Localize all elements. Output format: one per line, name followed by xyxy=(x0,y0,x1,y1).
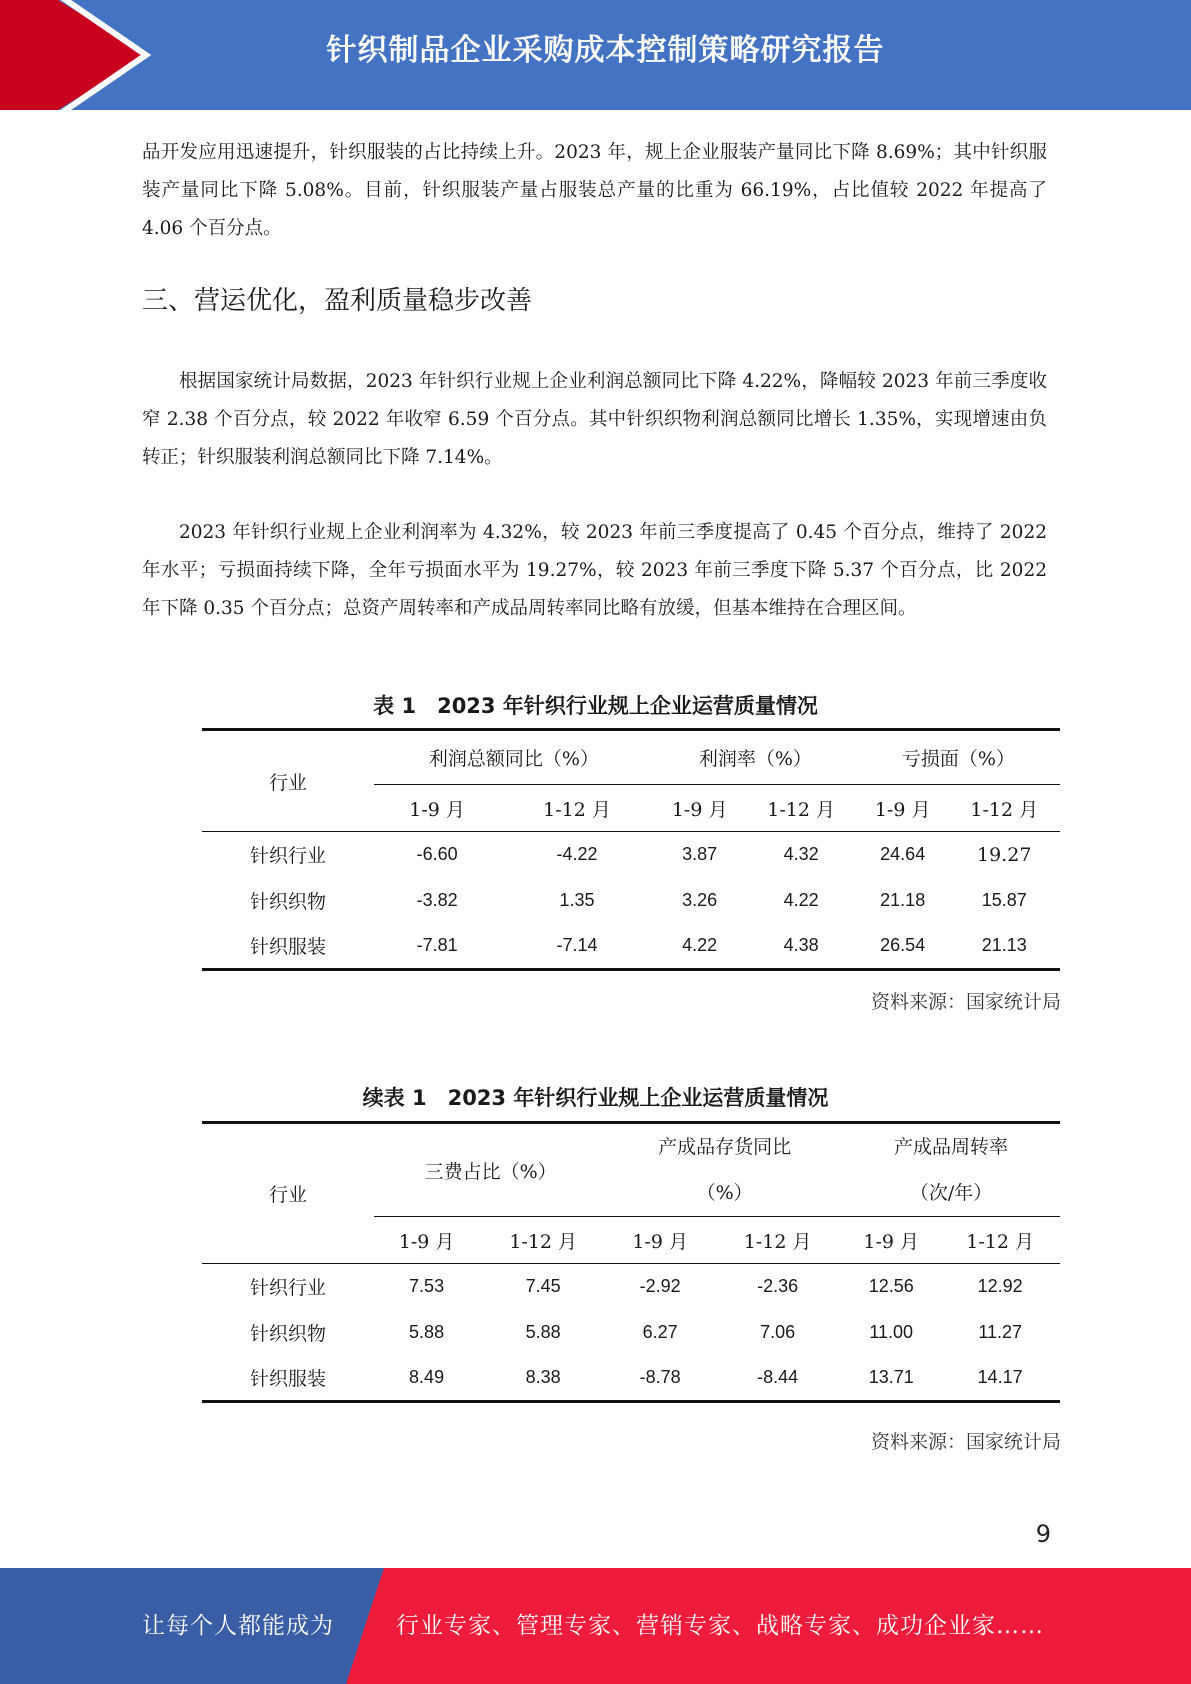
table-cell: -4.22 xyxy=(556,844,598,865)
group-header-line: （%） xyxy=(696,1182,753,1204)
table-cell: 3.87 xyxy=(682,844,718,865)
table-1-period-header: 1-12 月 xyxy=(500,785,654,832)
table-cell: 13.71 xyxy=(842,1356,940,1402)
paragraph-3: 2023 年针织行业规上企业利润率为 4.32%，较 2023 年前三季度提高了 0.45 个百分点，维持了 2022 年水平；亏损面持续下降，全年亏损面水平为 19.27%，较 2023 年前三季度下降 5.37 个百分点，比 2022 年下降 0.35 个百分点；总资产周转率和产成品周转率同比略有放缓，但基本维持在合理区间。 xyxy=(142,522,1047,619)
table-1-group-header: 利润总额同比（%） xyxy=(374,730,654,785)
table-row xyxy=(202,924,1060,970)
table-2-period-header: 1-12 月 xyxy=(713,1217,842,1264)
table-cell: 8.38 xyxy=(479,1356,607,1402)
table-1-period-header: 1-12 月 xyxy=(745,785,856,832)
page-footer xyxy=(0,1568,1191,1684)
table-cell: -8.78 xyxy=(607,1356,713,1402)
table-cell: 11.27 xyxy=(978,1322,1023,1342)
table-2-title: 续表 1 2023 年针织行业规上企业运营质量情况 xyxy=(362,1086,829,1110)
table-cell: -3.82 xyxy=(416,890,458,910)
table-cell: 1.35 xyxy=(559,890,595,910)
table-2-row-header: 行业 xyxy=(202,1123,374,1264)
row-name: 针织行业 xyxy=(249,845,326,868)
table-cell: 4.22 xyxy=(783,890,819,910)
table-1-period-header: 1-9 月 xyxy=(374,785,500,832)
footer-slogan-lead: 让每个人都能成为 xyxy=(142,1613,334,1639)
paragraph-2: 根据国家统计局数据，2023 年针织行业规上企业利润总额同比下降 4.22%，降幅较 2023 年前三季度收窄 2.38 个百分点，较 2022 年收窄 6.59 个百分点。其中针织织物利润总额同比增长 1.35%，实现增速由负转正；针织服装利润总额同比下降 7.14%。 xyxy=(142,371,1047,468)
table-1-group-header: 亏损面（%） xyxy=(857,730,1060,785)
table-row xyxy=(202,1310,1060,1356)
table-cell: 7.53 xyxy=(409,1276,445,1297)
table-cell: -6.60 xyxy=(416,844,458,865)
table-cell: 5.88 xyxy=(409,1322,445,1342)
paragraph-1-block xyxy=(142,134,1047,248)
table-cell: 6.27 xyxy=(642,1322,678,1342)
table-cell: -2.36 xyxy=(757,1276,799,1297)
table-cell: 26.54 xyxy=(857,924,949,970)
table-cell: -2.92 xyxy=(639,1276,681,1297)
table-2-period-header: 1-9 月 xyxy=(374,1217,479,1264)
table-row xyxy=(202,878,1060,924)
table-1-period-header: 1-9 月 xyxy=(857,785,949,832)
row-name: 针织服装 xyxy=(202,1356,374,1402)
table-cell: 7.45 xyxy=(525,1276,561,1297)
footer-slogan-roles: 行业专家、管理专家、营销专家、战略专家、成功企业家…… xyxy=(396,1613,1044,1639)
paragraph-1: 品开发应用迅速提升，针织服装的占比持续上升。2023 年，规上企业服装产量同比下降 8.69%；其中针织服装产量同比下降 5.08%。目前，针织服装产量占服装总产量的比重为 66.19%，占比值较 2022 年提高了 4.06 个百分点。 xyxy=(142,142,1047,239)
report-title: 针织制品企业采购成本控制策略研究报告 xyxy=(326,33,885,68)
table-cell: 4.22 xyxy=(654,924,746,970)
table-cell: 21.18 xyxy=(880,890,926,910)
table-2-group-header xyxy=(607,1123,842,1217)
section-heading: 三、营运优化，盈利质量稳步改善 xyxy=(142,286,533,316)
table-2-period-header: 1-9 月 xyxy=(607,1217,713,1264)
table-cell: 8.49 xyxy=(374,1356,479,1402)
table-2-group-header: 三费占比（%） xyxy=(374,1123,607,1217)
table-cell: -8.44 xyxy=(713,1356,842,1402)
table-cell: -7.81 xyxy=(374,924,500,970)
group-header-line: （次/年） xyxy=(909,1182,993,1204)
table-2-period-header: 1-12 月 xyxy=(479,1217,607,1264)
table-cell: 19.27 xyxy=(977,843,1032,866)
page-number: 9 xyxy=(1035,1520,1051,1548)
table-cell: 7.06 xyxy=(760,1322,796,1342)
table-row xyxy=(202,1356,1060,1402)
table-2-group-header xyxy=(842,1123,1060,1217)
table-1-row-header: 行业 xyxy=(202,730,374,832)
page-header xyxy=(0,0,1191,110)
table-row xyxy=(202,832,1060,878)
table-cell: 15.87 xyxy=(981,890,1027,910)
table-1-group-header: 利润率（%） xyxy=(654,730,857,785)
row-name: 针织行业 xyxy=(249,1277,326,1300)
table-cell: 12.56 xyxy=(868,1276,914,1297)
row-name: 针织服装 xyxy=(202,924,374,970)
table-1-period-header: 1-9 月 xyxy=(654,785,746,832)
table-cell: 4.38 xyxy=(745,924,856,970)
table-cell: 12.92 xyxy=(977,1276,1023,1297)
group-header-line: 产成品周转率 xyxy=(894,1136,1009,1158)
table-cell: -7.14 xyxy=(500,924,654,970)
group-header-line: 产成品存货同比 xyxy=(658,1136,792,1158)
paragraph-3-block xyxy=(142,514,1047,628)
table-cell: 11.00 xyxy=(869,1322,914,1342)
table-cell: 21.13 xyxy=(948,924,1060,970)
table-cell: 3.26 xyxy=(682,890,718,910)
table-2 xyxy=(202,1121,1060,1403)
table-cell: 5.88 xyxy=(525,1322,561,1342)
paragraph-2-block xyxy=(142,363,1047,477)
table-cell: 4.32 xyxy=(783,844,819,865)
table-cell: 24.64 xyxy=(880,844,926,865)
table-row xyxy=(202,1264,1060,1310)
table-cell: 14.17 xyxy=(940,1356,1060,1402)
table-1-period-header: 1-12 月 xyxy=(948,785,1060,832)
row-name: 针织织物 xyxy=(249,1323,326,1345)
table-2-period-header: 1-12 月 xyxy=(940,1217,1060,1264)
table-1-source: 资料来源：国家统计局 xyxy=(870,991,1061,1013)
table-1-title: 表 1 2023 年针织行业规上企业运营质量情况 xyxy=(373,694,818,718)
table-2-source: 资料来源：国家统计局 xyxy=(870,1431,1061,1453)
table-1 xyxy=(202,728,1060,971)
row-name: 针织织物 xyxy=(249,891,326,913)
table-2-period-header: 1-9 月 xyxy=(842,1217,940,1264)
